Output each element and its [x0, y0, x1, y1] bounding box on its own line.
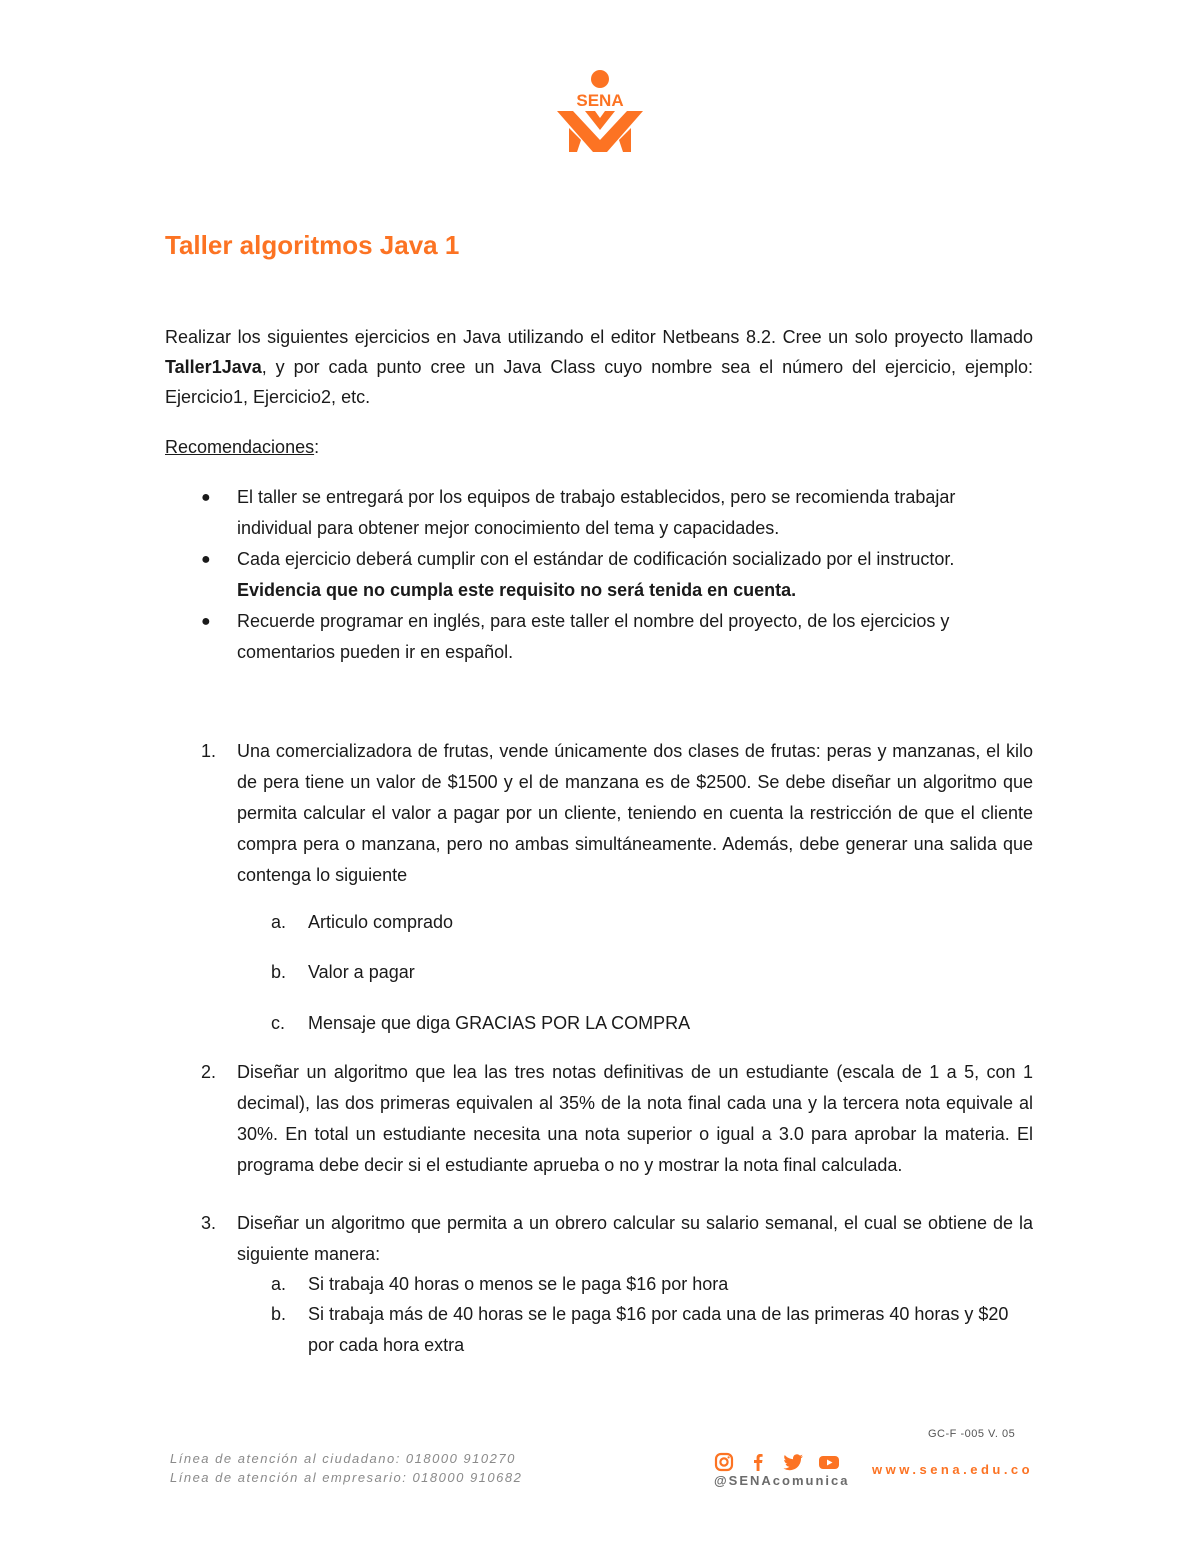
exercise-1-subitem-a: a. Articulo comprado — [271, 912, 454, 932]
exercise-1-subitem-b: b. Valor a pagar — [271, 962, 415, 982]
citizen-hotline: Línea de atención al ciudadano: 018000 910270 — [170, 1451, 516, 1466]
website-link[interactable]: www.sena.edu.co — [872, 1462, 1034, 1477]
list-item: ● Recuerde programar en inglés, para este taller el nombre del proyecto, de los ejercicios y comentarios pueden ir en español. — [165, 606, 1033, 668]
recommendations-heading: Recomendaciones: — [165, 437, 320, 457]
document-title: Taller algoritmos Java 1 — [165, 230, 460, 260]
intro-text-2: , y por cada punto cree un Java Class cuyo nombre sea el número del ejercicio, ejemplo: Ejercicio1, Ejercicio2, etc. — [165, 357, 1033, 407]
logo-text: SENA — [576, 91, 624, 110]
bullet-icon: ● — [201, 489, 211, 506]
intro-paragraph — [165, 322, 1033, 412]
project-name: Taller1Java — [165, 357, 262, 377]
list-item: ● El taller se entregará por los equipos de trabajo establecidos, pero se recomienda trabajar individual para obtener mejor conocimiento del tema y capacidades. — [165, 482, 1033, 544]
exercise-number: 3. — [201, 1213, 217, 1233]
business-hotline: Línea de atención al empresario: 018000 910682 — [170, 1470, 523, 1485]
evidence-warning: Evidencia que no cumpla este requisito no será tenida en cuenta. — [237, 580, 797, 600]
social-handle[interactable]: @SENAcomunica — [714, 1473, 850, 1488]
twitter-icon[interactable] — [782, 1452, 804, 1472]
sena-logo — [555, 68, 645, 158]
exercise-text: Diseñar un algoritmo que lea las tres notas definitivas de un estudiante (escala de 1 a 5, con 1 decimal), las dos primeras equivalen al 35% de la nota final cada una y la tercera nota equivale al 30%. En total un estudiante necesita una nota superior o igual a 3.0 para aprobar la materia. El programa debe decir si el estudiante aprueba o no y mostrar la nota final calculada. — [237, 1062, 1033, 1175]
intro-text-1: Realizar los siguientes ejercicios en Java utilizando el editor Netbeans 8.2. Cree un solo proyecto llamado — [165, 327, 1033, 347]
exercise-number: 2. — [201, 1062, 217, 1082]
exercise-3 — [165, 1208, 1033, 1270]
document-code: GC-F -005 V. 05 — [928, 1428, 1016, 1440]
exercise-1-subitem-c: c. Mensaje que diga GRACIAS POR LA COMPRA — [271, 1013, 691, 1033]
exercise-3-subitem-b: b. Si trabaja más de 40 horas se le paga $16 por cada una de las primeras 40 horas y $20 por cada hora extra — [271, 1304, 1009, 1355]
facebook-icon[interactable] — [748, 1452, 768, 1472]
bullet-icon: ● — [201, 551, 211, 568]
exercise-text: Diseñar un algoritmo que permita a un obrero calcular su salario semanal, el cual se obtiene de la siguiente manera: — [237, 1213, 1033, 1264]
social-icons — [714, 1452, 840, 1472]
exercise-1 — [165, 736, 1033, 891]
exercise-3-subitem-a: a. Si trabaja 40 horas o menos se le paga $16 por hora — [271, 1274, 729, 1294]
bullet-icon: ● — [201, 613, 211, 630]
exercise-2 — [165, 1057, 1033, 1181]
recommendations-list — [165, 482, 1033, 668]
exercise-text: Una comercializadora de frutas, vende únicamente dos clases de frutas: peras y manzanas, el kilo de pera tiene un valor de $1500 y el de manzana es de $2500. Se debe diseñar un algoritmo que permita calcular el valor a pagar por un cliente, teniendo en cuenta la restricción de que el cliente compra pera o manzana, pero no ambas simultáneamente. Además, debe generar una salida que contenga lo siguiente — [237, 741, 1033, 885]
exercise-number: 1. — [201, 741, 217, 761]
instagram-icon[interactable] — [714, 1452, 734, 1472]
youtube-icon[interactable] — [818, 1452, 840, 1472]
recommendations-heading-text: Recomendaciones — [165, 437, 315, 457]
list-item: ● Cada ejercicio deberá cumplir con el estándar de codificación socializado por el instructor. Evidencia que no cumpla este requisito no será tenida en cuenta. — [165, 544, 1033, 606]
